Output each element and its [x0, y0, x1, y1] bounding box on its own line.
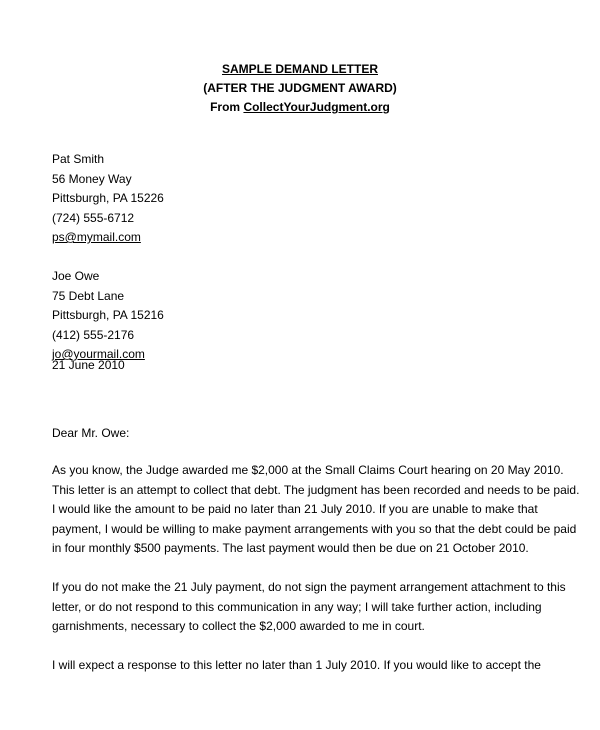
paragraph-line: As you know, the Judge awarded me $2,000 at the Small Claims Court hearing on 20 May 2010. [52, 463, 564, 477]
sender-email-link[interactable]: ps@mymail.com [52, 230, 141, 244]
source-site-link[interactable]: CollectYourJudgment.org [243, 100, 390, 114]
paragraph-line: in four monthly $500 payments. The last payment would then be due on 21 October 2010. [52, 541, 529, 555]
paragraph-line: If you do not make the 21 July payment, do not sign the payment arrangement attachment to this [52, 580, 566, 594]
sender-phone: (724) 555-6712 [52, 210, 135, 225]
body-paragraph-2 [52, 578, 566, 637]
salutation [52, 424, 129, 444]
sender-city: Pittsburgh, PA 15226 [52, 191, 164, 205]
paragraph-line: I would like the amount to be paid no later than 21 July 2010. If you are unable to make that [52, 502, 538, 516]
letter-header [0, 61, 600, 118]
sender-street: 56 Money Way [52, 171, 132, 186]
paragraph-line: garnishments, necessary to collect the $2,000 awarded to me in court. [52, 619, 425, 633]
recipient-email-link[interactable]: jo@yourmail.com [52, 347, 145, 361]
source-prefix: From [210, 100, 244, 114]
letter-subtitle: (AFTER THE JUDGMENT AWARD) [203, 81, 397, 95]
recipient-address [52, 267, 164, 365]
letter-title: SAMPLE DEMAND LETTER [222, 62, 378, 76]
date-text: 21 June 2010 [52, 358, 125, 372]
recipient-city: Pittsburgh, PA 15216 [52, 308, 164, 322]
sender-address [52, 150, 164, 248]
paragraph-line: This letter is an attempt to collect that debt. The judgment has been recorded and needs to be paid. [52, 482, 580, 497]
recipient-name: Joe Owe [52, 269, 100, 283]
paragraph-line: letter, or do not respond to this communication in any way; I will take further action, including [52, 599, 542, 614]
letter-date [52, 356, 125, 376]
recipient-street: 75 Debt Lane [52, 288, 125, 303]
sender-name: Pat Smith [52, 152, 105, 166]
salutation-text: Dear Mr. Owe: [52, 426, 130, 440]
letter-source [0, 99, 600, 118]
paragraph-line: payment, I would be willing to make payment arrangements with you so that the debt could be paid [52, 521, 577, 536]
paragraph-line: I will expect a response to this letter no later than 1 July 2010. If you would like to accept the [52, 658, 541, 672]
recipient-phone: (412) 555-2176 [52, 327, 135, 342]
body-paragraph-1 [52, 461, 579, 559]
body-paragraph-3 [52, 656, 541, 676]
